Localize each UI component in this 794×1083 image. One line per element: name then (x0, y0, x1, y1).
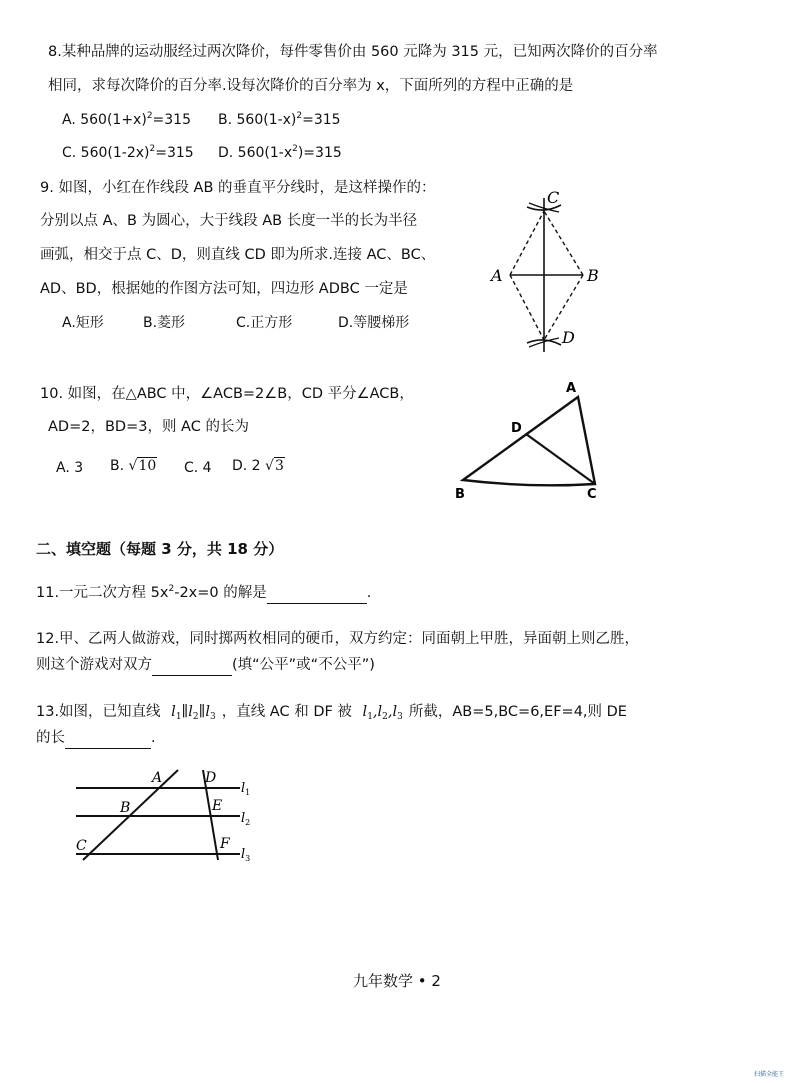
q10-label-b: B (455, 487, 465, 502)
q9-line-4: AD、BD，根据她的作图方法可知，四边形 ADBC 一定是 (40, 281, 408, 297)
q10-option-b: B. √10 (110, 458, 157, 474)
q10-option-b-sqrt: √10 (128, 458, 157, 474)
q9-label-c: C (547, 188, 560, 207)
q9-line-1: 9. 如图，小红在作线段 AB 的垂直平分线时，是这样操作的： (40, 180, 436, 196)
q10-option-d-sqrt: √3 (265, 458, 284, 474)
q9-option-c: C.正方形 (236, 315, 293, 331)
q13-label-d: D (205, 770, 217, 786)
q8-option-d: D. $560(1-x^2)=315$ (218, 144, 342, 161)
q9-option-a: A.矩形 (62, 315, 104, 331)
q8-option-c: C. $560(1-2x)^2=315$ (62, 144, 194, 161)
section-2-title: 二、填空题（每题 3 分，共 18 分） (36, 540, 284, 558)
q10-option-a: A. 3 (56, 460, 84, 476)
q13-label-f: F (220, 836, 230, 852)
scanner-stamp: 扫描全能王 (754, 1071, 785, 1078)
q13-label-b: B (120, 800, 131, 816)
q13-label-l1: $l_1$ (241, 781, 251, 797)
q9-option-d: D.等腰梯形 (338, 315, 410, 331)
q11-line: 11.一元二次方程 $5x^2-2x=0$ 的解是 . (36, 583, 371, 604)
q9-label-d: D (562, 328, 575, 347)
q8-line-2: 相同，求每次降价的百分率.设每次降价的百分率为 x，下面所列的方程中正确的是 (48, 78, 574, 94)
q8-option-a: A. $560(1+x)^2=315$ (62, 111, 191, 128)
q9-line-3: 画弧，相交于点 C、D，则直线 CD 即为所求.连接 AC、BC、 (40, 247, 436, 263)
page-footer: 九年数学 • 2 (353, 972, 441, 990)
q10-line-2: AD=2，BD=3，则 AC 的长为 (48, 419, 249, 435)
q13-label-l3: $l_3$ (241, 847, 251, 863)
q10-label-a: A (566, 381, 577, 396)
q10-option-d: D. 2 √3 (232, 458, 284, 474)
q9-label-b: B (587, 266, 599, 285)
q13-parallel-expr: $l_1\parallel l_2\parallel l_3$ (171, 704, 216, 722)
q13-label-c: C (76, 838, 87, 854)
q9-option-b: B.菱形 (143, 315, 186, 331)
q13-label-a: A (152, 770, 163, 786)
q10-line-1: 10. 如图，在△ABC 中，∠ACB=2∠B，CD 平分∠ACB， (40, 386, 414, 402)
q12-line-2: 则这个游戏对双方 (填“公平”或“不公平”) (36, 655, 375, 676)
q10-label-c: C (587, 487, 597, 502)
q9-label-a: A (491, 266, 503, 285)
q12-line-1: 12.甲、乙两人做游戏，同时掷两枚相同的硬币，双方约定：同面朝上甲胜，异面朝上则乙胜， (36, 631, 640, 647)
q10-label-d: D (511, 421, 522, 436)
q13-line-1: 13.如图，已知直线 $l_1\parallel l_2\parallel l_3$ ，直线 AC 和 DF 被 $l_1,l_2,l_3$ 所截，AB=5,BC=6,EF=4,则 DE (36, 704, 627, 722)
q13-label-l2: $l_2$ (241, 811, 251, 827)
q13-lines-list: $l_1,l_2,l_3$ (362, 704, 403, 722)
q9-line-2: 分别以点 A、B 为圆心，大于线段 AB 长度一半的长为半径 (40, 213, 418, 229)
q8-option-b: B. $560(1-x)^2=315$ (218, 111, 341, 128)
q10-option-c: C. 4 (184, 460, 212, 476)
q13-line-2: 的长 . (36, 728, 156, 749)
q13-label-e: E (212, 798, 223, 814)
q8-line-1: 8.某种品牌的运动服经过两次降价，每件零售价由 560 元降为 315 元，已知两次降价的百分率 (48, 44, 658, 60)
